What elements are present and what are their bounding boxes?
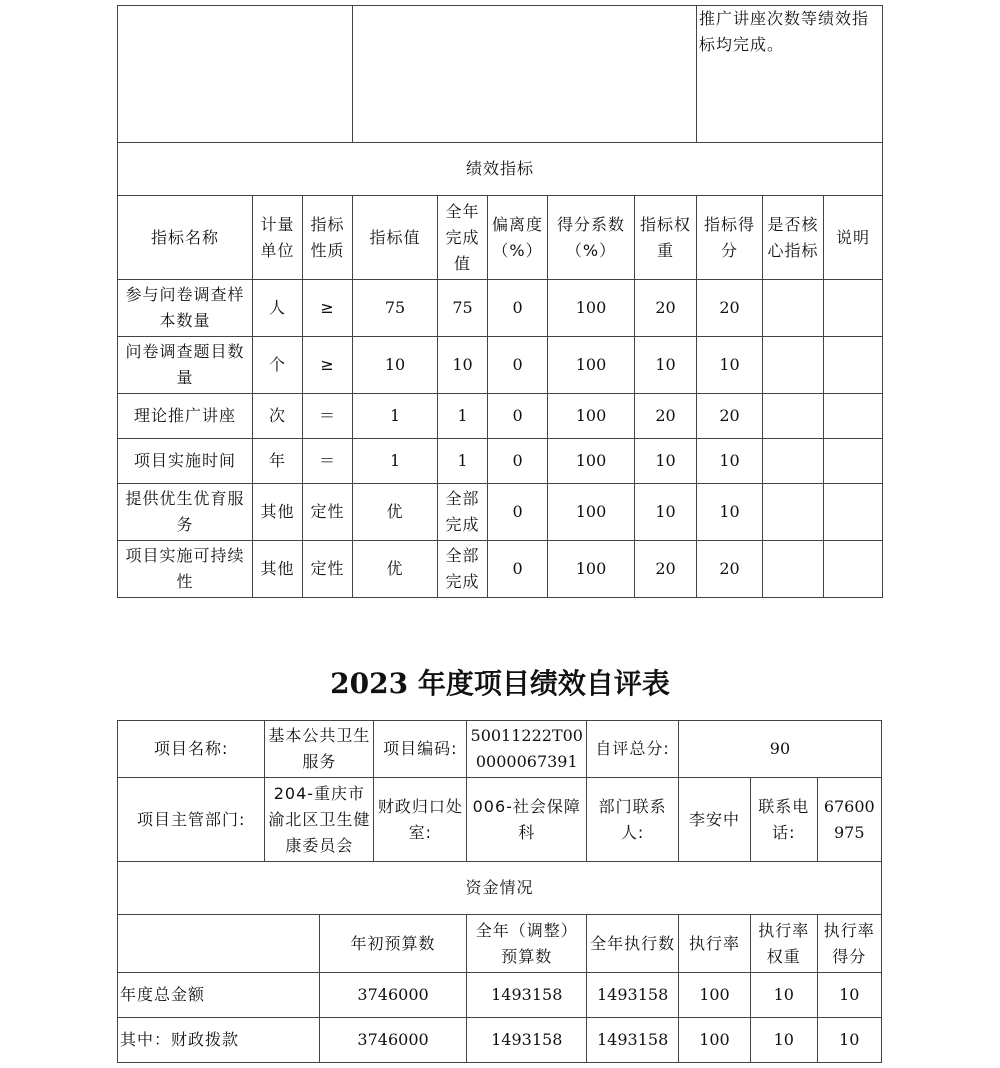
header-weight: 指标权重 <box>635 196 697 280</box>
indicator-row <box>118 394 883 439</box>
performance-indicator-table <box>117 5 883 598</box>
completion-note: 推广讲座次数等绩效指标均完成。 <box>697 6 883 143</box>
indicator-name: 参与问卷调查样本数量 <box>118 280 253 337</box>
indicator-remark <box>824 337 883 394</box>
indicator-score: 10 <box>697 337 763 394</box>
indicator-weight: 20 <box>635 280 697 337</box>
indicator-actual: 10 <box>438 337 488 394</box>
department-row <box>118 778 882 862</box>
initial-budget: 3746000 <box>319 973 466 1018</box>
indicator-section-label: 绩效指标 <box>118 143 883 196</box>
header-core-indicator: 是否核心指标 <box>763 196 824 280</box>
indicator-target: 优 <box>353 541 438 598</box>
indicator-score: 20 <box>697 280 763 337</box>
phone-label: 联系电话: <box>750 778 817 862</box>
indicator-core <box>763 394 824 439</box>
indicator-row <box>118 439 883 484</box>
indicator-name: 项目实施可持续性 <box>118 541 253 598</box>
indicator-weight: 10 <box>635 439 697 484</box>
funds-row <box>118 1018 882 1063</box>
header-initial-budget: 年初预算数 <box>319 915 466 973</box>
indicator-unit: 人 <box>253 280 303 337</box>
blank-cell <box>353 6 697 143</box>
project-code-label: 项目编码: <box>374 721 467 778</box>
indicator-row <box>118 541 883 598</box>
header-remark: 说明 <box>824 196 883 280</box>
indicator-unit: 次 <box>253 394 303 439</box>
department-label: 项目主管部门: <box>118 778 265 862</box>
header-rate-weight: 执行率权重 <box>750 915 817 973</box>
indicator-remark <box>824 484 883 541</box>
indicator-name: 理论推广讲座 <box>118 394 253 439</box>
finance-office-value: 006-社会保障科 <box>467 778 587 862</box>
indicator-name: 提供优生优育服务 <box>118 484 253 541</box>
header-deviation: 偏离度（%） <box>488 196 548 280</box>
execution-rate: 100 <box>678 973 750 1018</box>
funds-row-label: 年度总金额 <box>118 973 320 1018</box>
indicator-coefficient: 100 <box>548 439 635 484</box>
indicator-target: 1 <box>353 439 438 484</box>
indicator-unit: 年 <box>253 439 303 484</box>
project-code-value: 50011222T000000067391 <box>467 721 587 778</box>
indicator-remark <box>824 439 883 484</box>
indicator-deviation: 0 <box>488 280 548 337</box>
form-title: 2023 年度项目绩效自评表 <box>330 667 670 700</box>
indicator-deviation: 0 <box>488 541 548 598</box>
top-continuation-row <box>118 6 883 143</box>
header-indicator-name: 指标名称 <box>118 196 253 280</box>
self-evaluation-table <box>117 720 882 1063</box>
project-name-row <box>118 721 882 778</box>
indicator-nature: ≥ <box>303 280 353 337</box>
indicator-score: 20 <box>697 541 763 598</box>
indicator-coefficient: 100 <box>548 337 635 394</box>
rate-weight: 10 <box>750 1018 817 1063</box>
header-execution-rate: 执行率 <box>678 915 750 973</box>
indicator-row <box>118 337 883 394</box>
indicator-target: 75 <box>353 280 438 337</box>
project-name-value: 基本公共卫生服务 <box>265 721 374 778</box>
header-executed: 全年执行数 <box>587 915 679 973</box>
funds-row <box>118 973 882 1018</box>
rate-weight: 10 <box>750 973 817 1018</box>
header-nature: 指标性质 <box>303 196 353 280</box>
indicator-name: 项目实施时间 <box>118 439 253 484</box>
indicator-deviation: 0 <box>488 337 548 394</box>
header-score: 指标得分 <box>697 196 763 280</box>
indicator-score: 20 <box>697 394 763 439</box>
initial-budget: 3746000 <box>319 1018 466 1063</box>
indicator-target: 10 <box>353 337 438 394</box>
indicator-coefficient: 100 <box>548 394 635 439</box>
funds-section-label: 资金情况 <box>118 862 882 915</box>
header-rate-score: 执行率得分 <box>817 915 881 973</box>
indicator-core <box>763 337 824 394</box>
total-score-label: 自评总分: <box>587 721 679 778</box>
indicator-target: 优 <box>353 484 438 541</box>
indicator-weight: 10 <box>635 337 697 394</box>
indicator-core <box>763 484 824 541</box>
finance-office-label: 财政归口处室: <box>374 778 467 862</box>
indicator-weight: 20 <box>635 394 697 439</box>
indicator-deviation: 0 <box>488 394 548 439</box>
funds-header-row <box>118 915 882 973</box>
phone-value: 67600975 <box>817 778 881 862</box>
indicator-unit: 其他 <box>253 541 303 598</box>
indicator-core <box>763 439 824 484</box>
contact-value: 李安中 <box>678 778 750 862</box>
indicator-remark <box>824 280 883 337</box>
indicator-score: 10 <box>697 484 763 541</box>
rate-score: 10 <box>817 973 881 1018</box>
indicator-nature: ＝ <box>303 394 353 439</box>
indicator-actual: 全部完成 <box>438 484 488 541</box>
indicator-unit: 其他 <box>253 484 303 541</box>
indicator-deviation: 0 <box>488 439 548 484</box>
funds-section-row <box>118 862 882 915</box>
header-target-value: 指标值 <box>353 196 438 280</box>
indicator-remark <box>824 394 883 439</box>
indicator-section-row <box>118 143 883 196</box>
indicator-nature: ＝ <box>303 439 353 484</box>
indicator-core <box>763 280 824 337</box>
indicator-weight: 20 <box>635 541 697 598</box>
funds-header-blank <box>118 915 320 973</box>
indicator-remark <box>824 541 883 598</box>
indicator-deviation: 0 <box>488 484 548 541</box>
execution-rate: 100 <box>678 1018 750 1063</box>
project-name-label: 项目名称: <box>118 721 265 778</box>
indicator-actual: 1 <box>438 394 488 439</box>
header-adjusted-budget: 全年（调整）预算数 <box>467 915 587 973</box>
indicator-header-row <box>118 196 883 280</box>
executed-amount: 1493158 <box>587 1018 679 1063</box>
indicator-actual: 全部完成 <box>438 541 488 598</box>
header-actual-value: 全年完成值 <box>438 196 488 280</box>
adjusted-budget: 1493158 <box>467 1018 587 1063</box>
indicator-target: 1 <box>353 394 438 439</box>
total-score-value: 90 <box>678 721 881 778</box>
indicator-coefficient: 100 <box>548 484 635 541</box>
indicator-nature: 定性 <box>303 541 353 598</box>
rate-score: 10 <box>817 1018 881 1063</box>
indicator-score: 10 <box>697 439 763 484</box>
indicator-row <box>118 280 883 337</box>
indicator-coefficient: 100 <box>548 541 635 598</box>
contact-label: 部门联系人: <box>587 778 679 862</box>
indicator-core <box>763 541 824 598</box>
department-value: 204-重庆市渝北区卫生健康委员会 <box>265 778 374 862</box>
indicator-nature: ≥ <box>303 337 353 394</box>
header-unit: 计量单位 <box>253 196 303 280</box>
funds-row-label: 其中：财政拨款 <box>118 1018 320 1063</box>
indicator-coefficient: 100 <box>548 280 635 337</box>
indicator-weight: 10 <box>635 484 697 541</box>
indicator-actual: 75 <box>438 280 488 337</box>
indicator-actual: 1 <box>438 439 488 484</box>
adjusted-budget: 1493158 <box>467 973 587 1018</box>
indicator-unit: 个 <box>253 337 303 394</box>
blank-cell <box>118 6 353 143</box>
executed-amount: 1493158 <box>587 973 679 1018</box>
indicator-nature: 定性 <box>303 484 353 541</box>
indicator-name: 问卷调查题目数量 <box>118 337 253 394</box>
header-score-coefficient: 得分系数（%） <box>548 196 635 280</box>
indicator-row <box>118 484 883 541</box>
